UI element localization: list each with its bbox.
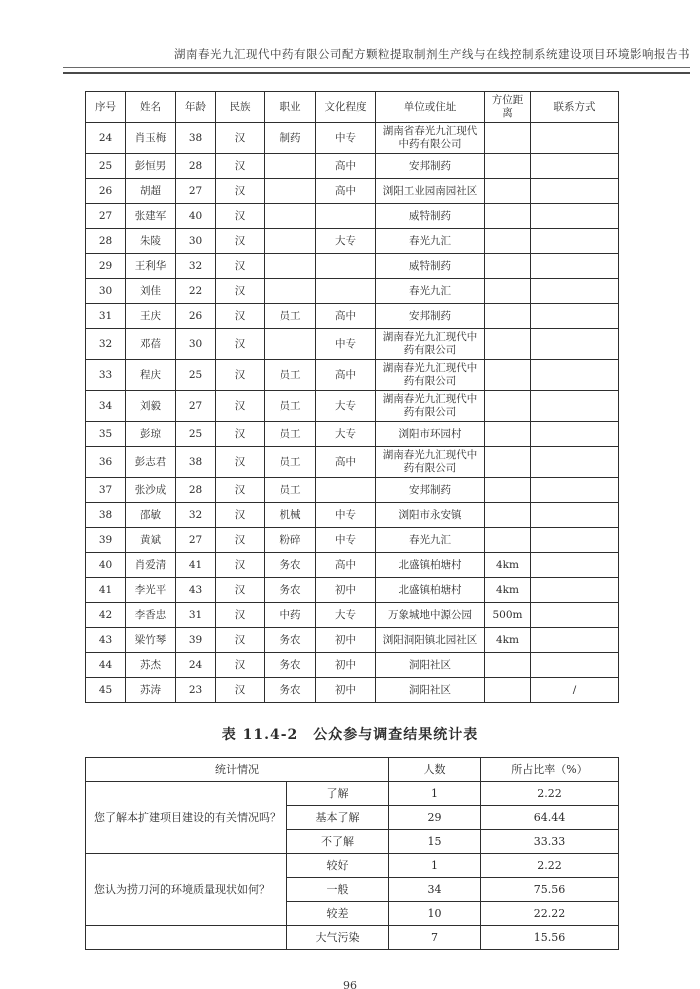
table-cell: 27 <box>176 528 216 553</box>
table-cell: 员工 <box>265 304 316 329</box>
table-cell: 朱陵 <box>126 229 176 254</box>
table-cell: 肖玉梅 <box>126 123 176 154</box>
table-cell: 安邦制药 <box>376 154 485 179</box>
table-cell: 26 <box>176 304 216 329</box>
table-cell: 汉 <box>216 154 265 179</box>
table-cell: 37 <box>86 478 126 503</box>
table-cell: 27 <box>176 391 216 422</box>
table-cell: 45 <box>86 678 126 703</box>
table-cell: 汉 <box>216 528 265 553</box>
table-cell: 不了解 <box>287 830 389 854</box>
table-cell: 安邦制药 <box>376 478 485 503</box>
table-cell: 29 <box>86 254 126 279</box>
table-cell: 大专 <box>316 229 376 254</box>
table-cell: 2.22 <box>481 854 619 878</box>
table-cell <box>265 279 316 304</box>
table-cell <box>265 254 316 279</box>
table-cell: 浏阳市环园村 <box>376 422 485 447</box>
table-cell: 31 <box>176 603 216 628</box>
table-cell: 务农 <box>265 678 316 703</box>
table-cell: 汉 <box>216 553 265 578</box>
table-cell: 汉 <box>216 179 265 204</box>
table-cell: 41 <box>86 578 126 603</box>
table-cell: 27 <box>176 179 216 204</box>
table-cell <box>531 578 619 603</box>
table-cell: 2.22 <box>481 782 619 806</box>
table-cell: 洞阳社区 <box>376 653 485 678</box>
table-cell: 浏阳洞阳镇北园社区 <box>376 628 485 653</box>
table-cell: 湖南春光九汇现代中药有限公司 <box>376 447 485 478</box>
table-cell: 苏涛 <box>126 678 176 703</box>
table-row <box>86 279 619 304</box>
table-cell <box>485 204 531 229</box>
table-cell <box>316 254 376 279</box>
table-cell: 高中 <box>316 304 376 329</box>
table-cell <box>485 503 531 528</box>
table-cell: 员工 <box>265 422 316 447</box>
table-cell: 浏阳市永安镇 <box>376 503 485 528</box>
survey-results-stats-table <box>85 757 619 950</box>
page-number: 96 <box>343 979 357 989</box>
table-cell: 湖南省春光九汇现代中药有限公司 <box>376 123 485 154</box>
question-cell: 您认为捞刀河的环境质量现状如何？ <box>86 854 287 926</box>
table-cell: 大专 <box>316 603 376 628</box>
table-cell: 威特制药 <box>376 204 485 229</box>
table-cell: 彭志君 <box>126 447 176 478</box>
table-cell: 彭琼 <box>126 422 176 447</box>
table-cell <box>531 229 619 254</box>
table-cell <box>485 154 531 179</box>
table-cell: 中专 <box>316 528 376 553</box>
table-cell: 43 <box>86 628 126 653</box>
table-cell <box>531 528 619 553</box>
table-row <box>86 782 619 806</box>
table-row <box>86 603 619 628</box>
table-cell <box>485 391 531 422</box>
column-header: 民族 <box>216 92 265 123</box>
table-cell: 26 <box>86 179 126 204</box>
table-row <box>86 204 619 229</box>
table-cell: 威特制药 <box>376 254 485 279</box>
table-cell: 汉 <box>216 360 265 391</box>
table-cell: 汉 <box>216 478 265 503</box>
table-row <box>86 329 619 360</box>
table-cell: 王利华 <box>126 254 176 279</box>
table-cell: 44 <box>86 653 126 678</box>
table-cell <box>531 478 619 503</box>
table-cell: 1 <box>389 854 481 878</box>
table-cell: 4km <box>485 553 531 578</box>
table-cell: 15.56 <box>481 926 619 950</box>
table-cell <box>316 204 376 229</box>
table-cell <box>531 391 619 422</box>
table-row <box>86 926 619 950</box>
column-header-ratio: 所占比率（%） <box>481 758 619 782</box>
table-cell <box>485 528 531 553</box>
table-cell: 28 <box>176 478 216 503</box>
table-cell: 41 <box>176 553 216 578</box>
table-cell: 汉 <box>216 204 265 229</box>
survey-table-body <box>86 123 619 703</box>
table-cell: 22.22 <box>481 902 619 926</box>
table-cell: 李香忠 <box>126 603 176 628</box>
survey-table-header-row <box>86 92 619 123</box>
table-cell: 汉 <box>216 503 265 528</box>
table-cell: 39 <box>176 628 216 653</box>
table-cell <box>316 279 376 304</box>
table-cell: 75.56 <box>481 878 619 902</box>
table-cell: 员工 <box>265 447 316 478</box>
table-cell <box>531 279 619 304</box>
table-cell: 25 <box>176 360 216 391</box>
table-row <box>86 123 619 154</box>
table-cell: 机械 <box>265 503 316 528</box>
table-cell: 中专 <box>316 123 376 154</box>
column-header: 序号 <box>86 92 126 123</box>
table-cell: 大气污染 <box>287 926 389 950</box>
table-row <box>86 678 619 703</box>
table-row <box>86 503 619 528</box>
table-cell: 中专 <box>316 503 376 528</box>
table-cell <box>485 229 531 254</box>
table-cell: 一般 <box>287 878 389 902</box>
table-cell <box>531 154 619 179</box>
table-cell <box>485 123 531 154</box>
table-row <box>86 578 619 603</box>
table-cell <box>531 422 619 447</box>
table-row <box>86 179 619 204</box>
table-cell <box>316 478 376 503</box>
table-cell <box>485 254 531 279</box>
table-cell <box>485 422 531 447</box>
column-header: 方位距离 <box>485 92 531 123</box>
table-cell: 务农 <box>265 553 316 578</box>
table-cell: 28 <box>86 229 126 254</box>
table-cell: 42 <box>86 603 126 628</box>
table-cell: 员工 <box>265 391 316 422</box>
table-cell: 24 <box>86 123 126 154</box>
table-cell <box>531 503 619 528</box>
table-cell <box>265 229 316 254</box>
table-cell: 汉 <box>216 229 265 254</box>
page-header-title: 湖南春光九汇现代中药有限公司配方颗粒提取制剂生产线与在线控制系统建设项目环境影响报告书 <box>174 47 690 61</box>
table-cell: 初中 <box>316 653 376 678</box>
table-cell: 10 <box>389 902 481 926</box>
table-cell: 40 <box>176 204 216 229</box>
table-row <box>86 154 619 179</box>
table-row <box>86 304 619 329</box>
table-cell <box>485 279 531 304</box>
table-cell: 刘毅 <box>126 391 176 422</box>
column-header-situation: 统计情况 <box>86 758 389 782</box>
table-cell <box>485 329 531 360</box>
header-divider <box>63 67 690 74</box>
stats-table-body <box>86 782 619 950</box>
table-cell <box>531 179 619 204</box>
table-cell: 湖南春光九汇现代中药有限公司 <box>376 360 485 391</box>
table-row <box>86 854 619 878</box>
table-cell: 32 <box>86 329 126 360</box>
table-cell: 安邦制药 <box>376 304 485 329</box>
table-cell: 肖爱清 <box>126 553 176 578</box>
table-cell <box>485 304 531 329</box>
page-header <box>63 0 690 74</box>
table-cell <box>531 123 619 154</box>
table-row <box>86 478 619 503</box>
table-cell: 大专 <box>316 422 376 447</box>
table-cell: 22 <box>176 279 216 304</box>
table-cell: 高中 <box>316 179 376 204</box>
table-cell: 初中 <box>316 628 376 653</box>
table-cell: 汉 <box>216 254 265 279</box>
stats-table-title: 表 11.4-2 公众参与调查结果统计表 <box>221 727 479 743</box>
table-cell: 43 <box>176 578 216 603</box>
table-cell: 25 <box>176 422 216 447</box>
column-header: 单位或住址 <box>376 92 485 123</box>
table-cell: 洞阳社区 <box>376 678 485 703</box>
table-cell: 15 <box>389 830 481 854</box>
table-cell: 汉 <box>216 578 265 603</box>
table-cell: 程庆 <box>126 360 176 391</box>
table-cell: 1 <box>389 782 481 806</box>
table-cell: 彭恒男 <box>126 154 176 179</box>
table-cell <box>485 653 531 678</box>
column-header: 姓名 <box>126 92 176 123</box>
table-cell: 汉 <box>216 678 265 703</box>
table-cell: 湖南春光九汇现代中药有限公司 <box>376 391 485 422</box>
question-cell <box>86 926 287 950</box>
table-cell: 制药 <box>265 123 316 154</box>
table-cell: 23 <box>176 678 216 703</box>
table-cell: 浏阳工业园南园社区 <box>376 179 485 204</box>
table-cell: 大专 <box>316 391 376 422</box>
table-cell: 中专 <box>316 329 376 360</box>
table-row <box>86 528 619 553</box>
table-row <box>86 447 619 478</box>
table-cell <box>485 447 531 478</box>
table-cell: 30 <box>176 229 216 254</box>
table-cell: / <box>531 678 619 703</box>
table-cell <box>265 179 316 204</box>
table-cell: 29 <box>389 806 481 830</box>
table-cell <box>531 447 619 478</box>
table-cell: 24 <box>176 653 216 678</box>
table-cell: 32 <box>176 254 216 279</box>
table-row <box>86 229 619 254</box>
table-cell: 王庆 <box>126 304 176 329</box>
table-cell: 基本了解 <box>287 806 389 830</box>
table-cell: 高中 <box>316 154 376 179</box>
table-row <box>86 422 619 447</box>
table-cell: 27 <box>86 204 126 229</box>
table-cell: 7 <box>389 926 481 950</box>
column-header: 职业 <box>265 92 316 123</box>
table-cell: 苏杰 <box>126 653 176 678</box>
table-cell: 33 <box>86 360 126 391</box>
table-cell <box>485 179 531 204</box>
table-cell: 员工 <box>265 478 316 503</box>
table-cell: 32 <box>176 503 216 528</box>
column-header: 年龄 <box>176 92 216 123</box>
table-cell: 春光九汇 <box>376 229 485 254</box>
table-cell <box>485 360 531 391</box>
table-cell: 初中 <box>316 578 376 603</box>
stats-table-header-row <box>86 758 619 782</box>
table-cell: 500m <box>485 603 531 628</box>
table-cell: 38 <box>176 123 216 154</box>
table-cell <box>531 360 619 391</box>
table-cell: 梁竹琴 <box>126 628 176 653</box>
table-cell: 湖南春光九汇现代中药有限公司 <box>376 329 485 360</box>
table-cell: 了解 <box>287 782 389 806</box>
table-cell <box>265 204 316 229</box>
table-cell: 汉 <box>216 329 265 360</box>
table-cell: 春光九汇 <box>376 528 485 553</box>
table-cell: 38 <box>176 447 216 478</box>
table-cell: 64.44 <box>481 806 619 830</box>
table-cell <box>485 478 531 503</box>
table-cell <box>531 603 619 628</box>
table-cell <box>531 204 619 229</box>
table-cell: 务农 <box>265 628 316 653</box>
table-cell: 刘佳 <box>126 279 176 304</box>
table-cell: 胡超 <box>126 179 176 204</box>
table-cell: 39 <box>86 528 126 553</box>
table-cell: 万象城地中源公园 <box>376 603 485 628</box>
table-row <box>86 553 619 578</box>
table-row <box>86 628 619 653</box>
table-cell: 黄斌 <box>126 528 176 553</box>
table-cell: 汉 <box>216 279 265 304</box>
table-cell: 25 <box>86 154 126 179</box>
table-cell: 张沙成 <box>126 478 176 503</box>
table-cell: 34 <box>86 391 126 422</box>
table-cell: 高中 <box>316 553 376 578</box>
table-cell: 初中 <box>316 678 376 703</box>
table-cell: 较好 <box>287 854 389 878</box>
column-header-count: 人数 <box>389 758 481 782</box>
table-cell: 35 <box>86 422 126 447</box>
table-cell: 邓蓓 <box>126 329 176 360</box>
table-cell: 31 <box>86 304 126 329</box>
table-cell: 4km <box>485 578 531 603</box>
table-cell <box>485 678 531 703</box>
table-cell: 邵敏 <box>126 503 176 528</box>
table-cell: 40 <box>86 553 126 578</box>
table-cell <box>531 628 619 653</box>
table-cell: 中药 <box>265 603 316 628</box>
public-survey-respondents-table <box>85 91 619 703</box>
table-cell <box>531 329 619 360</box>
table-cell: 36 <box>86 447 126 478</box>
table-cell: 较差 <box>287 902 389 926</box>
table-cell: 汉 <box>216 123 265 154</box>
table-cell: 30 <box>176 329 216 360</box>
table-row <box>86 391 619 422</box>
table-cell: 北盛镇柏塘村 <box>376 553 485 578</box>
table-cell <box>531 254 619 279</box>
table-cell: 春光九汇 <box>376 279 485 304</box>
table-cell: 汉 <box>216 653 265 678</box>
table-row <box>86 653 619 678</box>
table-cell: 34 <box>389 878 481 902</box>
table-cell: 李光平 <box>126 578 176 603</box>
table-cell <box>531 304 619 329</box>
table-cell: 员工 <box>265 360 316 391</box>
table-cell: 33.33 <box>481 830 619 854</box>
table-cell: 汉 <box>216 447 265 478</box>
column-header: 文化程度 <box>316 92 376 123</box>
table-row <box>86 254 619 279</box>
table-cell: 张建军 <box>126 204 176 229</box>
table-cell <box>265 329 316 360</box>
table-cell <box>265 154 316 179</box>
table-cell <box>531 553 619 578</box>
table-cell: 38 <box>86 503 126 528</box>
question-cell: 您了解本扩建项目建设的有关情况吗？ <box>86 782 287 854</box>
table-cell <box>531 653 619 678</box>
column-header: 联系方式 <box>531 92 619 123</box>
table-cell: 高中 <box>316 360 376 391</box>
table-cell: 粉碎 <box>265 528 316 553</box>
table-cell: 汉 <box>216 304 265 329</box>
table-cell: 28 <box>176 154 216 179</box>
table-row <box>86 360 619 391</box>
table-cell: 汉 <box>216 603 265 628</box>
table-cell: 汉 <box>216 628 265 653</box>
table-cell: 高中 <box>316 447 376 478</box>
table-cell: 30 <box>86 279 126 304</box>
table-cell: 汉 <box>216 422 265 447</box>
table-cell: 汉 <box>216 391 265 422</box>
table-cell: 务农 <box>265 578 316 603</box>
table-cell: 北盛镇柏塘村 <box>376 578 485 603</box>
table-cell: 4km <box>485 628 531 653</box>
table-cell: 务农 <box>265 653 316 678</box>
